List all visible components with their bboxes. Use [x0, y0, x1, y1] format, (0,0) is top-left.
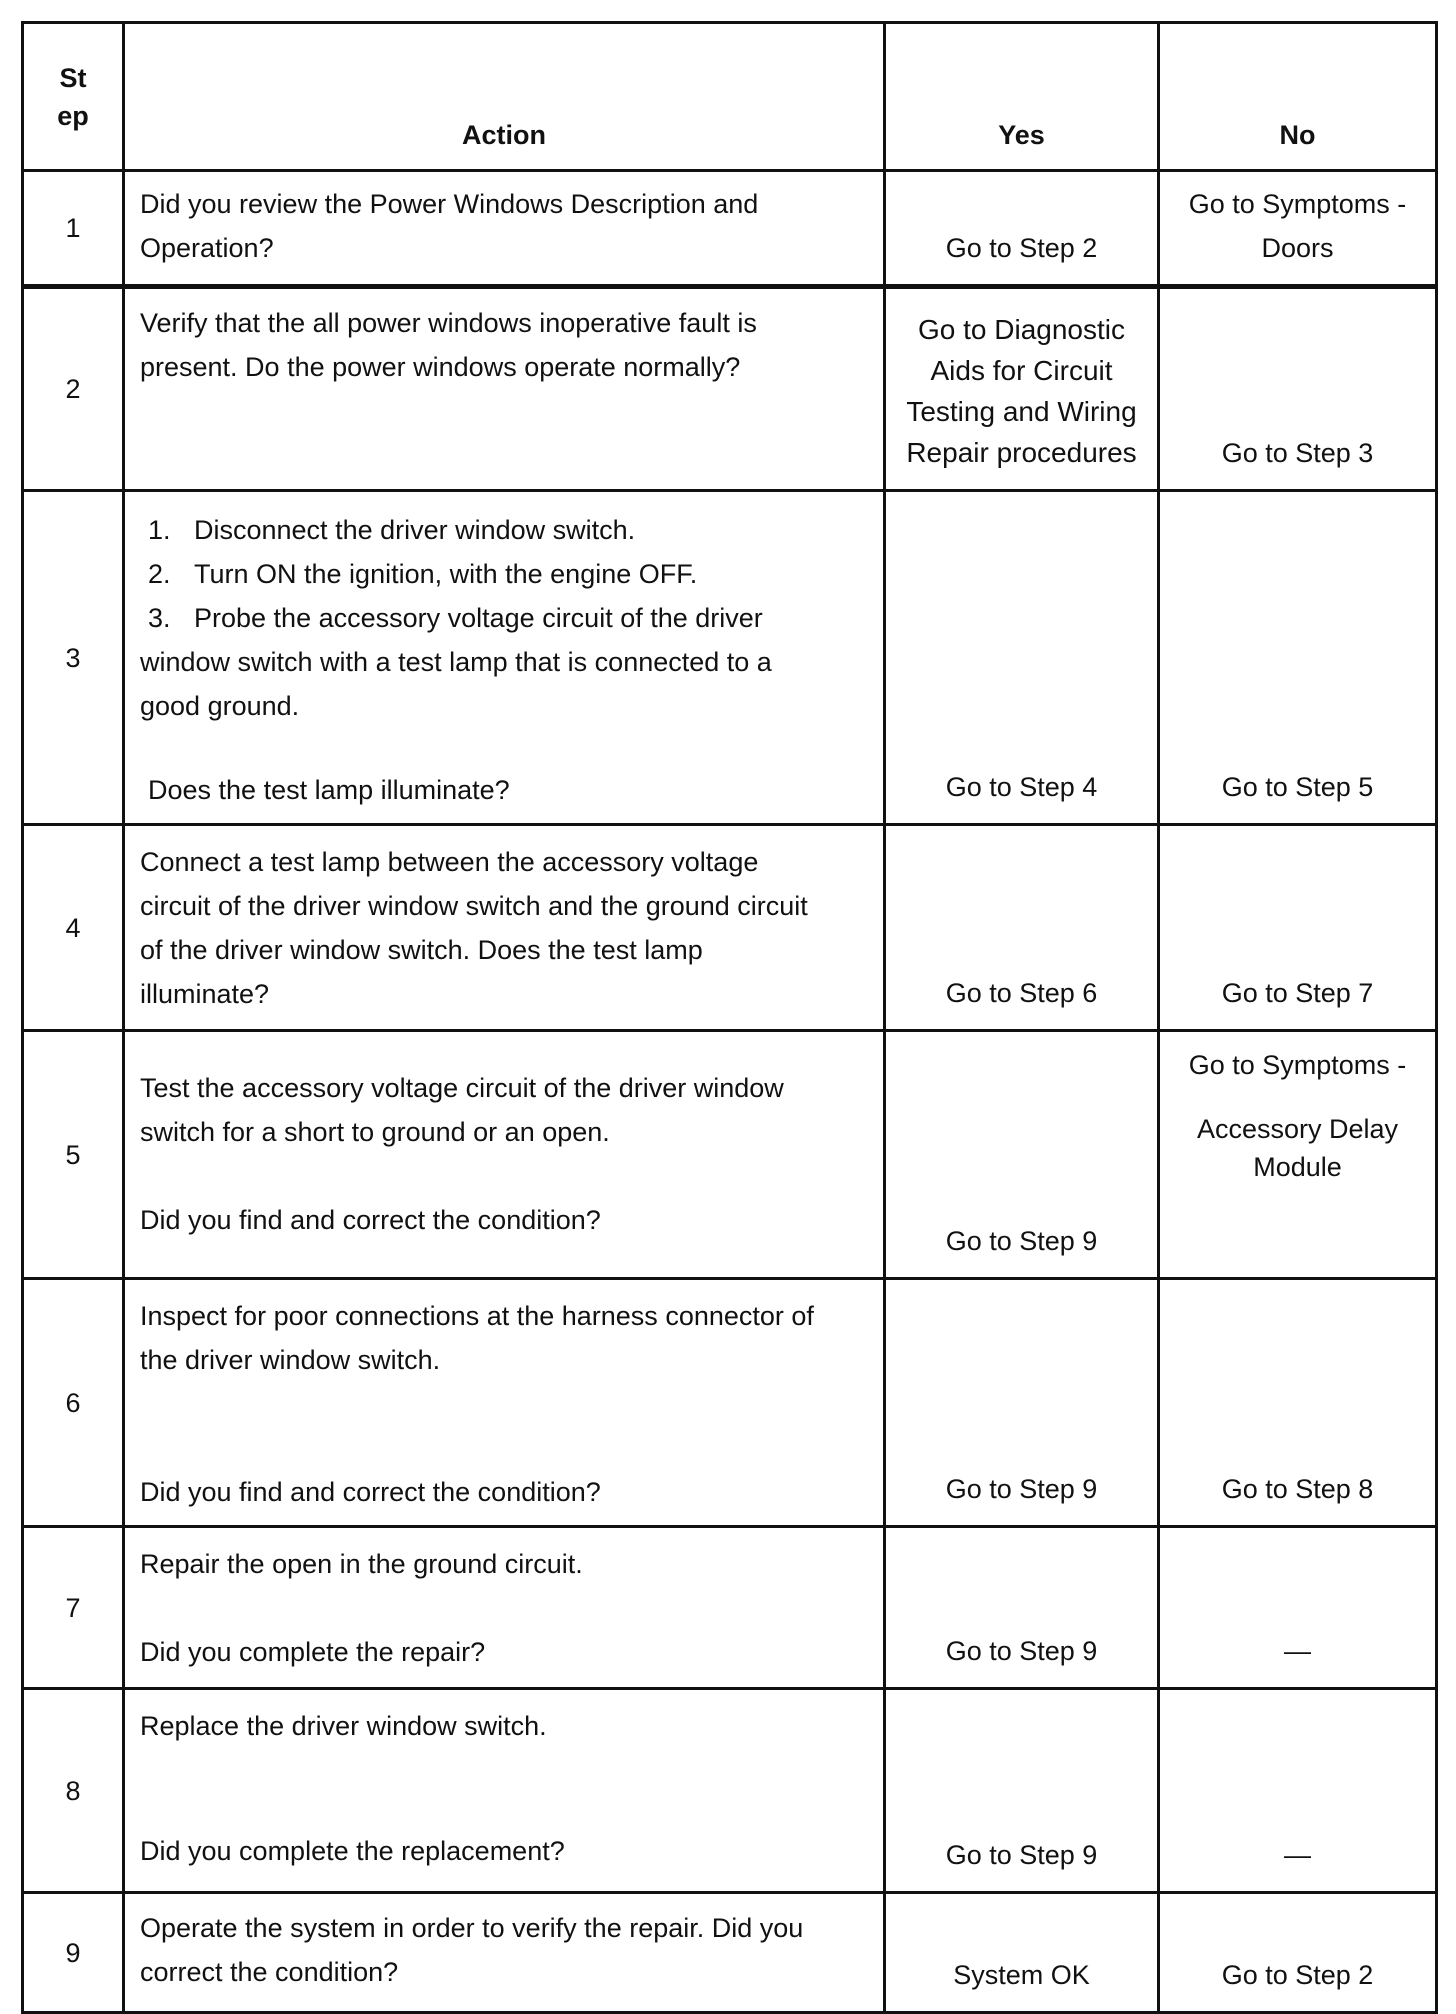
action-question: Did you complete the replacement? [140, 1836, 565, 1866]
yes-cell: Go to Step 4 [885, 491, 1159, 825]
header-no: No [1159, 23, 1437, 171]
step-number: 8 [23, 1689, 124, 1893]
action-cell: Test the accessory voltage circuit of the driver window switch for a short to ground or an open. Did you find and correct the condition? [124, 1031, 885, 1279]
list-item: 2. Turn ON the ignition, with the engine OFF. [148, 559, 698, 589]
action-cell: Did you review the Power Windows Description and Operation? [124, 171, 885, 287]
action-cell: Operate the system in order to verify the repair. Did you correct the condition? [124, 1893, 885, 2013]
header-yes: Yes [885, 23, 1159, 171]
header-step: St ep [23, 23, 124, 171]
step-number: 7 [23, 1527, 124, 1689]
table-row [23, 1689, 1437, 1893]
list-item: 3. Probe the accessory voltage circuit of the driver [148, 603, 763, 633]
action-cell: Verify that the all power windows inoperative fault is present. Do the power windows operate normally? [124, 287, 885, 491]
yes-cell: Go to Step 9 [885, 1279, 1159, 1527]
no-cell: Go to Step 7 [1159, 825, 1437, 1031]
yes-cell: Go to Diagnostic Aids for Circuit Testing and Wiring Repair procedures [885, 287, 1159, 491]
action-question: Did you find and correct the condition? [140, 1477, 601, 1507]
no-cell: Go to Symptoms - Doors [1159, 171, 1437, 287]
no-cell: — [1159, 1527, 1437, 1689]
table-row [23, 491, 1437, 825]
step-number: 2 [23, 287, 124, 491]
table-header-row [23, 23, 1437, 171]
action-question: Did you complete the repair? [140, 1637, 486, 1667]
no-cell: Go to Step 2 [1159, 1893, 1437, 2013]
list-item: 1. Disconnect the driver window switch. [148, 515, 636, 545]
step-number: 6 [23, 1279, 124, 1527]
table-row [23, 1031, 1437, 1279]
diagnostic-table-page [21, 21, 1435, 2013]
no-cell: Go to Step 3 [1159, 287, 1437, 491]
yes-cell: Go to Step 9 [885, 1527, 1159, 1689]
yes-cell: Go to Step 6 [885, 825, 1159, 1031]
table-row [23, 825, 1437, 1031]
action-question: Does the test lamp illuminate? [148, 775, 510, 805]
yes-cell: Go to Step 9 [885, 1031, 1159, 1279]
step-number: 4 [23, 825, 124, 1031]
no-cell: Go to Step 5 [1159, 491, 1437, 825]
diagnostic-steps-table [21, 21, 1438, 2014]
no-cell: Go to Symptoms - Accessory Delay Module [1159, 1031, 1437, 1279]
yes-cell: Go to Step 9 [885, 1689, 1159, 1893]
no-cell: Go to Step 8 [1159, 1279, 1437, 1527]
table-row [23, 171, 1437, 287]
action-cell: Connect a test lamp between the accessory voltage circuit of the driver window switch and the ground circuit of the driver window switch. Does the test lamp illuminate? [124, 825, 885, 1031]
yes-cell: Go to Step 2 [885, 171, 1159, 287]
action-cell: Inspect for poor connections at the harness connector of the driver window switch. Did you find and correct the condition? [124, 1279, 885, 1527]
table-row [23, 1527, 1437, 1689]
action-cell: Repair the open in the ground circuit. Did you complete the repair? [124, 1527, 885, 1689]
step-number: 1 [23, 171, 124, 287]
action-question: Did you find and correct the condition? [140, 1205, 601, 1235]
step-number: 3 [23, 491, 124, 825]
yes-cell: System OK [885, 1893, 1159, 2013]
header-action: Action [124, 23, 885, 171]
no-cell: — [1159, 1689, 1437, 1893]
step-number: 9 [23, 1893, 124, 2013]
step-number: 5 [23, 1031, 124, 1279]
table-row [23, 1279, 1437, 1527]
action-cell: Replace the driver window switch. Did you complete the replacement? [124, 1689, 885, 1893]
table-row [23, 1893, 1437, 2013]
table-row [23, 287, 1437, 491]
action-cell: 1. Disconnect the driver window switch. 2. Turn ON the ignition, with the engine OFF. 3. Probe the accessory voltage circuit of the driver window switch with a test lamp that is connected to a good ground. Does the test lamp illuminate? [124, 491, 885, 825]
